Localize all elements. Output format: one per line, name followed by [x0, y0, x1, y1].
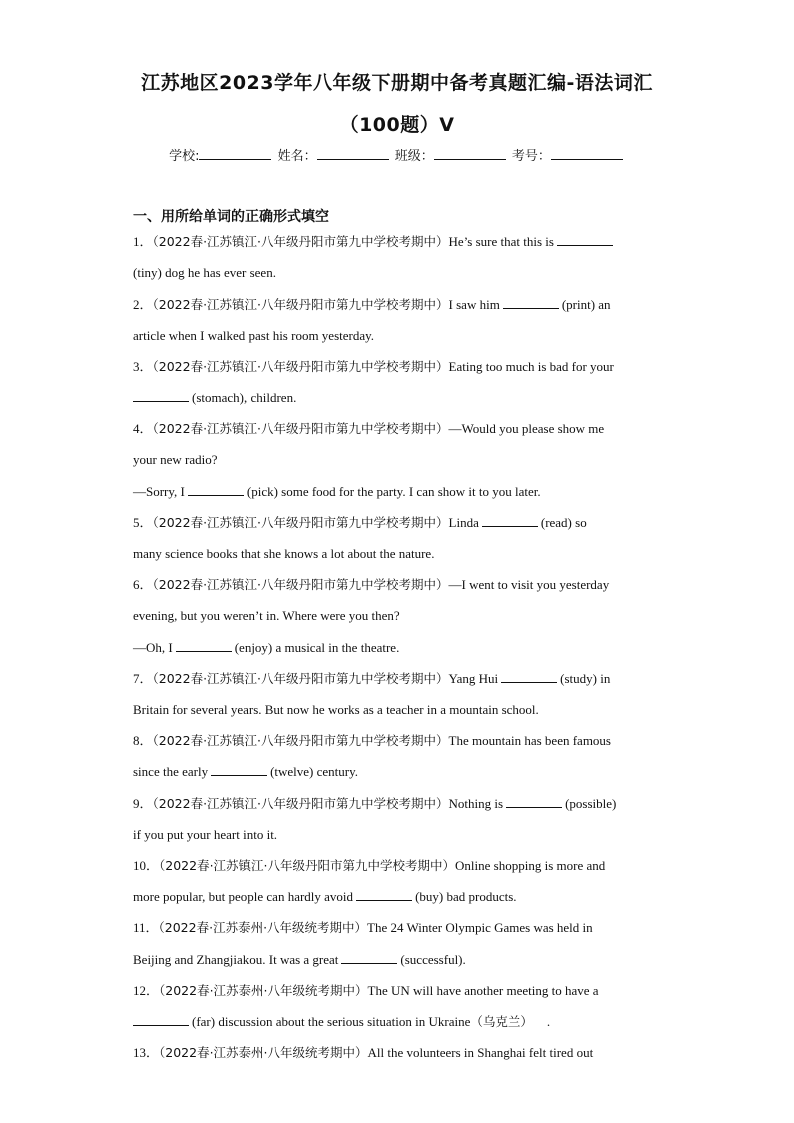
question-number: 4． — [133, 421, 153, 436]
question-text: more popular, but people can hardly avoid — [133, 889, 354, 904]
question-text: Eating too much is bad for your — [448, 359, 614, 374]
question-6-line-3 — [133, 640, 399, 656]
question-source: （2022春·江苏泰州·八年级统考期中） — [158, 920, 368, 935]
question-source: （2022春·江苏泰州·八年级统考期中） — [159, 983, 368, 998]
question-2-line-2 — [133, 328, 374, 344]
question-6 — [133, 577, 609, 593]
question-text: —Oh, I — [133, 640, 173, 655]
question-number: 12． — [133, 983, 160, 998]
question-text: . — [546, 1014, 551, 1029]
question-5 — [133, 515, 587, 531]
question-number: 9． — [133, 796, 153, 811]
question-number: 11． — [133, 920, 159, 935]
question-number: 8． — [133, 733, 153, 748]
question-text: I saw him — [448, 297, 500, 312]
answer-blank[interactable] — [501, 671, 557, 683]
question-7 — [133, 671, 610, 687]
question-text: Britain for several years. But now he works as a teacher in a mountain school. — [133, 702, 539, 717]
question-hint: (read) so — [540, 515, 587, 530]
question-1-line-2 — [133, 265, 276, 281]
question-hint: (print) an — [561, 297, 611, 312]
question-source: （2022春·江苏镇江·八年级丹阳市第九中学校考期中） — [152, 671, 449, 686]
question-10-line-2 — [133, 889, 517, 905]
name-label: 姓名： — [277, 149, 317, 164]
question-3-line-2 — [133, 390, 296, 406]
answer-blank[interactable] — [503, 297, 559, 309]
question-8-line-2 — [133, 764, 358, 780]
answer-blank[interactable] — [482, 515, 538, 527]
question-text: article when I walked past his room yesterday. — [133, 328, 375, 343]
question-10 — [133, 858, 605, 874]
question-text: Nothing is — [448, 796, 504, 811]
question-source: （2022春·江苏泰州·八年级统考期中） — [159, 1045, 368, 1060]
question-number: 5． — [133, 515, 153, 530]
question-3 — [133, 359, 614, 375]
question-4-line-3 — [133, 484, 541, 500]
question-annotation: （乌克兰） — [470, 1014, 533, 1029]
question-4 — [133, 421, 604, 437]
question-text: The UN will have another meeting to have a — [367, 983, 599, 998]
question-source: （2022春·江苏镇江·八年级丹阳市第九中学校考期中） — [152, 421, 449, 436]
question-hint: (pick) some food for the party. I can show it to you later. — [246, 484, 541, 499]
question-hint: (study) in — [560, 671, 611, 686]
question-hint: (possible) — [565, 796, 617, 811]
answer-blank[interactable] — [557, 234, 613, 246]
question-text: your new radio? — [133, 452, 218, 467]
answer-blank[interactable] — [176, 640, 232, 652]
answer-blank[interactable] — [341, 952, 397, 964]
question-text: Beijing and Zhangjiakou. It was a great — [133, 952, 339, 967]
question-hint: (stomach), children. — [192, 390, 297, 405]
question-4-line-2 — [133, 452, 217, 468]
question-text: Linda — [448, 515, 479, 530]
question-source: （2022春·江苏镇江·八年级丹阳市第九中学校考期中） — [152, 796, 449, 811]
question-text: if you put your heart into it. — [133, 827, 278, 842]
question-text: —Would you please show me — [448, 421, 605, 436]
question-number: 3． — [133, 359, 153, 374]
question-5-line-2 — [133, 546, 434, 562]
exam-no-label: 考号： — [511, 149, 551, 164]
question-number: 6． — [133, 577, 153, 592]
question-8 — [133, 733, 611, 749]
question-text: Yang Hui — [448, 671, 499, 686]
question-text: The mountain has been famous — [448, 733, 611, 748]
answer-blank[interactable] — [133, 390, 189, 402]
question-text: since the early — [133, 764, 209, 779]
question-source: （2022春·江苏镇江·八年级丹阳市第九中学校考期中） — [152, 577, 449, 592]
class-label: 班级： — [394, 149, 434, 164]
section-title: 一、用所给单词的正确形式填空 — [133, 209, 329, 225]
question-6-line-2 — [133, 608, 400, 624]
question-source: （2022春·江苏镇江·八年级丹阳市第九中学校考期中） — [152, 733, 449, 748]
question-12-line-2 — [133, 1014, 550, 1030]
question-text: The 24 Winter Olympic Games was held in — [367, 920, 593, 935]
question-number: 7． — [133, 671, 153, 686]
question-text: evening, but you weren’t in. Where were you then? — [133, 608, 400, 623]
question-text: (far) discussion about the serious situation in Ukraine — [192, 1014, 471, 1029]
question-hint: (twelve) century. — [270, 764, 359, 779]
question-hint: (enjoy) a musical in the theatre. — [234, 640, 400, 655]
question-7-line-2 — [133, 702, 539, 718]
answer-blank[interactable] — [506, 796, 562, 808]
question-number: 10． — [133, 858, 160, 873]
page-title: 江苏地区2023学年八年级下册期中备考真题汇编-语法词汇 — [141, 72, 653, 94]
school-label: 学校: — [169, 149, 200, 164]
school-blank[interactable] — [199, 147, 271, 160]
question-1 — [133, 234, 616, 250]
question-text: —Sorry, I — [133, 484, 185, 499]
answer-blank[interactable] — [188, 484, 244, 496]
question-number: 1． — [133, 234, 153, 249]
question-source: （2022春·江苏镇江·八年级丹阳市第九中学校考期中） — [152, 234, 449, 249]
question-text: He’s sure that this is — [448, 234, 554, 249]
question-source: （2022春·江苏镇江·八年级丹阳市第九中学校考期中） — [152, 359, 449, 374]
class-blank[interactable] — [434, 147, 506, 160]
name-blank[interactable] — [317, 147, 389, 160]
question-text: many science books that she knows a lot about the nature. — [133, 546, 435, 561]
question-12 — [133, 983, 599, 999]
question-source: （2022春·江苏镇江·八年级丹阳市第九中学校考期中） — [159, 858, 456, 873]
question-text: Online shopping is more and — [455, 858, 606, 873]
question-2 — [133, 297, 611, 313]
page-subtitle: （100题）Ⅴ — [339, 114, 455, 136]
question-source: （2022春·江苏镇江·八年级丹阳市第九中学校考期中） — [152, 515, 449, 530]
question-11-line-2 — [133, 952, 466, 968]
question-9-line-2 — [133, 827, 277, 843]
question-hint: (successful). — [400, 952, 466, 967]
question-number: 13． — [133, 1045, 160, 1060]
answer-blank[interactable] — [133, 1014, 189, 1026]
question-number: 2． — [133, 297, 153, 312]
student-info — [0, 145, 794, 164]
question-text: (tiny) dog he has ever seen. — [133, 265, 276, 280]
question-9 — [133, 796, 616, 812]
question-text: —I went to visit you yesterday — [448, 577, 610, 592]
answer-blank[interactable] — [211, 764, 267, 776]
question-hint: (buy) bad products. — [415, 889, 517, 904]
exam-no-blank[interactable] — [551, 147, 623, 160]
question-11 — [133, 920, 593, 936]
question-13 — [133, 1045, 593, 1061]
answer-blank[interactable] — [356, 889, 412, 901]
question-source: （2022春·江苏镇江·八年级丹阳市第九中学校考期中） — [152, 297, 449, 312]
question-text: All the volunteers in Shanghai felt tired out — [367, 1045, 594, 1060]
